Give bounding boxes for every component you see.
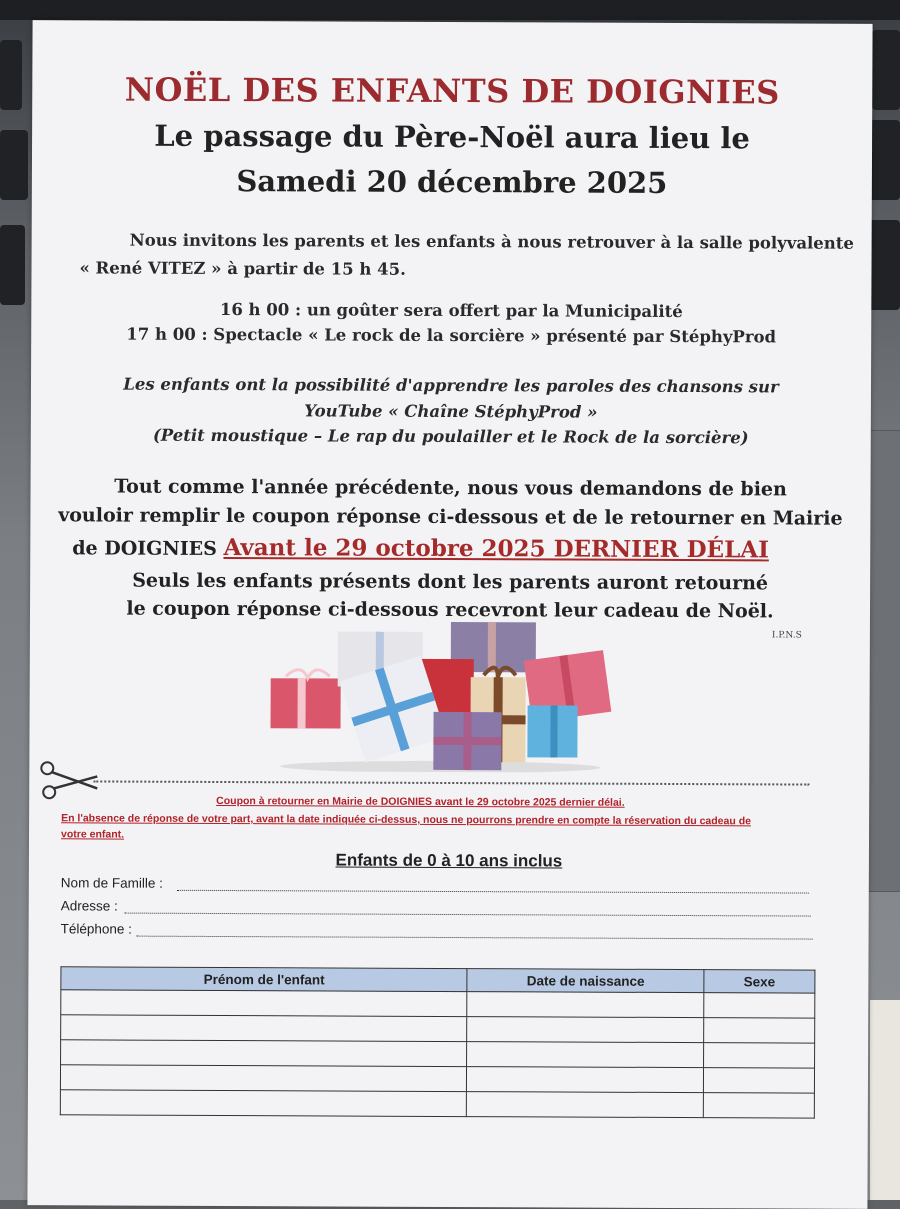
cut-line — [93, 780, 809, 785]
gift-purple-front — [433, 712, 501, 770]
songs-line2: YouTube « Chaîne StéphyProd » — [304, 401, 598, 422]
songs-line3: (Petit moustique – Le rap du poulailler et le Rock de la sorcière) — [152, 425, 749, 448]
schedule-line1: 16 h 00 : un goûter sera offert par la Municipalité — [219, 299, 683, 322]
birth-date-cell[interactable] — [467, 1017, 704, 1043]
invite-line1: Nous invitons les parents et les enfants à nous retrouver à la salle polyvalente — [129, 230, 854, 253]
coupon-section-title: Enfants de 0 à 10 ans inclus — [335, 850, 563, 871]
first-name-cell[interactable] — [61, 1040, 468, 1067]
keyboard-edge — [0, 0, 900, 20]
sex-cell[interactable] — [704, 1043, 815, 1068]
sex-cell[interactable] — [704, 1068, 815, 1093]
birth-date-cell[interactable] — [467, 1092, 704, 1118]
table-row — [61, 1015, 815, 1043]
table-row — [61, 990, 815, 1018]
first-name-cell[interactable] — [61, 1015, 468, 1042]
coupon-notice-line1: Coupon à retourner en Mairie de DOIGNIES avant le 29 octobre 2025 dernier délai. — [216, 794, 625, 809]
ipns-mark: I.P.N.S — [771, 630, 802, 641]
address-field[interactable] — [125, 912, 811, 917]
gift-condition-line2: le coupon réponse ci-dessous recevront leur cadeau de Noël. — [126, 597, 774, 623]
deadline-text: Avant le 29 octobre 2025 DERNIER DÉLAI — [223, 534, 769, 564]
coupon-request-line3-prefix: de DOIGNIES — [72, 537, 217, 560]
schedule-line2: 17 h 00 : Spectacle « Le rock de la sorcière » présenté par StéphyProd — [126, 324, 777, 347]
gift-blue — [527, 705, 577, 757]
flyer-sheet — [27, 20, 872, 1209]
sex-cell[interactable] — [704, 993, 815, 1018]
gift-condition-line1: Seuls les enfants présents dont les parents auront retourné — [132, 569, 769, 595]
coupon-request-line3 — [72, 533, 769, 563]
flyer-subtitle-line1: Le passage du Père-Noël aura lieu le — [154, 118, 750, 156]
children-table — [60, 966, 816, 1118]
gift-pile-illustration — [265, 616, 616, 773]
keyboard-key — [0, 225, 25, 305]
invite-line2: « René VITEZ » à partir de 15 h 45. — [79, 258, 406, 279]
scissors-icon — [37, 758, 101, 802]
gift-pink-left — [271, 670, 341, 729]
keyboard-key — [0, 130, 28, 200]
first-name-cell[interactable] — [60, 1090, 467, 1117]
sex-cell[interactable] — [704, 1018, 815, 1043]
birth-date-cell[interactable] — [467, 992, 704, 1018]
keyboard-key — [872, 30, 900, 110]
sex-cell[interactable] — [703, 1093, 814, 1118]
keyboard-key — [868, 120, 900, 200]
family-name-label: Nom de Famille : — [60, 875, 163, 891]
address-label: Adresse : — [60, 898, 118, 914]
coupon-request-line1: Tout comme l'année précédente, nous vous demandons de bien — [114, 475, 787, 501]
keyboard-key — [0, 40, 22, 110]
family-name-field[interactable] — [177, 889, 809, 894]
phone-label: Téléphone : — [60, 921, 132, 937]
phone-field[interactable] — [137, 935, 813, 940]
first-name-cell[interactable] — [60, 1065, 467, 1092]
header-birth-date: Date de naissance — [467, 969, 704, 993]
header-first-name: Prénom de l'enfant — [61, 967, 468, 992]
coupon-notice-line3: votre enfant. — [61, 828, 125, 841]
coupon-request-line2: vouloir remplir le coupon réponse ci-dessous et de le retourner en Mairie — [58, 504, 843, 530]
birth-date-cell[interactable] — [467, 1067, 704, 1093]
coupon-notice-line2: En l'absence de réponse de votre part, avant la date indiquée ci-dessus, nous ne pourrons prendre en compte la réservation du cadeau de — [61, 812, 751, 828]
flyer-title: NOËL DES ENFANTS DE DOIGNIES — [124, 70, 780, 112]
table-row — [60, 1065, 814, 1093]
background-wall — [870, 1000, 900, 1200]
flyer-event-date: Samedi 20 décembre 2025 — [236, 164, 668, 200]
birth-date-cell[interactable] — [467, 1042, 704, 1068]
table-header-row — [61, 967, 815, 993]
table-row — [61, 1040, 815, 1068]
keyboard-key — [868, 220, 900, 310]
songs-line1: Les enfants ont la possibilité d'apprendre les paroles des chansons sur — [123, 374, 779, 397]
laptop-trackpad — [866, 430, 900, 892]
table-row — [60, 1090, 814, 1118]
first-name-cell[interactable] — [61, 990, 468, 1017]
header-sex: Sexe — [704, 970, 815, 993]
